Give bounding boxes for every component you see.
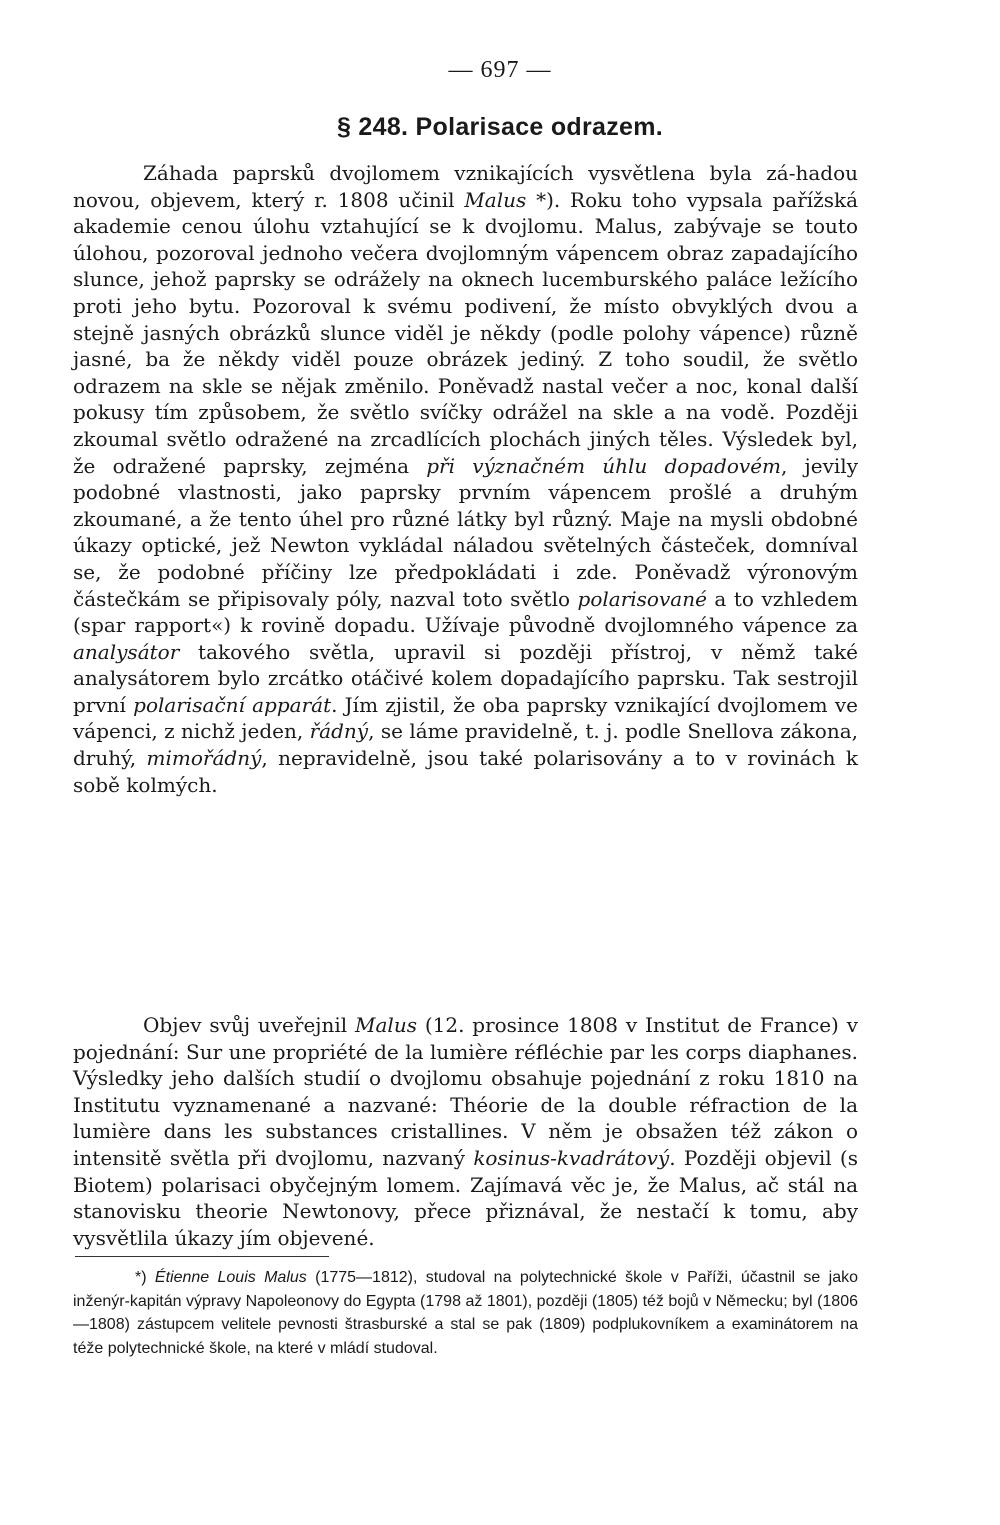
p1-text-1: Záhada paprsků dvojlomem vznikajících vysvětlena byla zá-hadou novou, objevem, který r. 1808 učinil <box>73 161 858 212</box>
section-heading: § 248. Polarisace odrazem. <box>336 113 664 141</box>
paragraph-1 <box>73 160 858 798</box>
footnote-text: (1775—1812), studoval na polytechnické škole v Paříži, účastnil se jako inženýr-kapitán výpravy Napoleonovy do Egypta (1798 až 1801), později (1805) též bojů v Německu; byl (1806—1808) zástupcem velitele pevnosti štrasburské a stal se pak (1809) podplukovníkem a examinátorem na téže polytechnické škole, na které v mládí studoval. <box>73 1269 858 1357</box>
p2-text-2: (12. prosince 1808 v Institut de France) v pojednání: Sur une propriété de la lumière réfléchie par les corps diaphanes. Výsledky jeho dalších studií o dvojlomu obsahuje pojednání z roku 1810 na Institutu vyznamenané a nazvané: Théorie de la double réfraction de la lumière dans les substances cristallines. V něm je obsažen též zákon o intensitě světla při dvojlomu, nazvaný <box>73 1013 858 1170</box>
p1-text-8: , nepravidelně, jsou také polarisovány a to v rovinách k sobě kolmých. <box>73 746 858 797</box>
p1-analysator-term: analysátor <box>73 639 180 664</box>
footnote-divider <box>75 1256 329 1257</box>
p1-text-4: a to vzhledem (spar rapport«) k rovině dopadu. Užívaje původně dvojlomného vápence za <box>73 586 858 638</box>
p1-text-6: . Jím zjistil, že oba paprsky vznikající dvojlomem ve vápenci, z nichž jeden, <box>73 692 858 744</box>
p1-polarisovane-term: polarisované <box>577 586 707 611</box>
p1-text-7: , se láme pravidelně, t. j. podle Snellova zákona, druhý, <box>73 719 858 771</box>
page-number: — 697 — <box>448 57 552 83</box>
p2-malus-name: Malus <box>355 1013 417 1037</box>
p2-text-1: Objev svůj uveřejnil <box>143 1013 356 1037</box>
p1-text-3: , jevily podobné vlastnosti, jako paprsky prvním vápencem prošlé a druhým zkoumané, a že tento úhel pro různé látky byl různý. Maje na mysli obdobné úkazy optické, jež Newton vykládal náladou světelných částeček, domníval se, že podobné příčiny lze předpokládati i zde. Poněvadž výronovým částečkám se připisovaly póly, nazval toto světlo <box>73 453 858 611</box>
p1-angle-term: při význačném úhlu dopadovém <box>426 453 781 478</box>
p1-mimoradny-term: mimořádný <box>146 746 262 771</box>
paragraph-2 <box>73 1012 858 1251</box>
footnote-name: Étienne Louis Malus <box>154 1269 307 1286</box>
p1-text-5: takového světla, upravil si později přístroj, v němž také analysátorem bylo zrcátko otáčivé kolem dopadajícího paprsku. Tak sestrojil první <box>73 639 858 717</box>
p1-apparat-term: polarisační apparát <box>133 692 332 717</box>
p2-kosinus-term: kosinus-kvadrátový <box>473 1145 670 1170</box>
p1-text-2: *). Roku toho vypsala pařížská akademie cenou úlohu vztahující se k dvojlomu. Malus, zabývaje se touto úlohou, pozoroval jednoho večera dvojlomným vápencem obraz zapadajícího slunce, jehož paprsky se odrážely na oknech lucemburského paláce ležícího proti jeho bytu. Pozoroval k svému podivení, že místo obvyklých dvou a stejně jasných obrázků slunce viděl je někdy (podle polohy vápence) různě jasné, ba že někdy viděl pouze obrázek jediný. Z toho soudil, že světlo odrazem na skle se nějak změnilo. Poněvadž nastal večer a noc, konal další pokusy tím způsobem, že světlo svíčky odrážel na skle a na vodě. Později zkoumal světlo odražené na zrcadlících plochách jiných těles. Výsledek byl, že odražené paprsky, zejména <box>73 187 858 478</box>
p1-radny-term: řádný <box>309 719 369 744</box>
p1-malus-name: Malus <box>464 187 527 212</box>
p2-text-3: . Později objevil (s Biotem) polarisaci obyčejným lomem. Zajímavá věc je, že Malus, ač stál na stanovisku theorie Newtonovy, přece přiznával, že nestačí k tomu, aby vysvětlila úkazy jím objevené. <box>73 1145 858 1250</box>
footnote <box>73 1266 858 1360</box>
footnote-marker: *) <box>135 1269 155 1286</box>
